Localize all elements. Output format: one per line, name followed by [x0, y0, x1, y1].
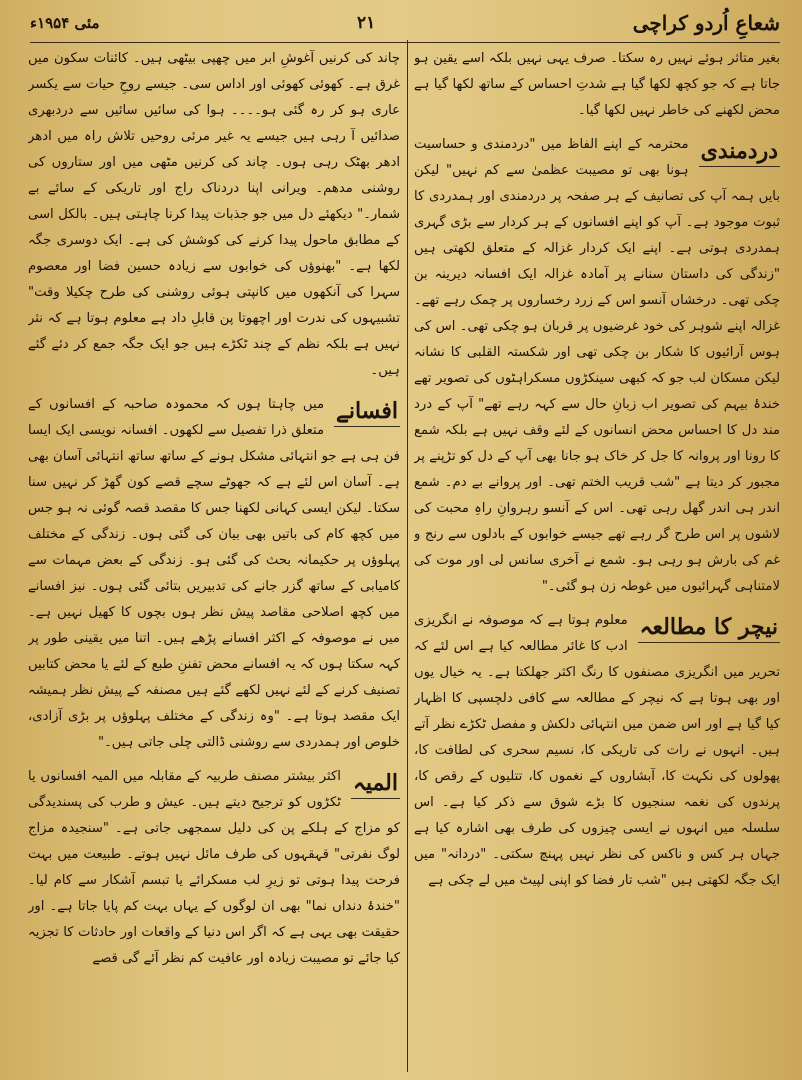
- column-divider: [407, 40, 408, 1072]
- nature-paragraph: معلوم ہوتا ہے کہ موصوفہ نے انگریزی ادب کا غائر مطالعہ کیا ہے اس لئے کہ تحریر میں انگریزی مصنفوں کا رنگ اکثر جھلکتا ہے۔ یہ خیال یوں اور بھی ہوتا ہے کہ نیچر کے مطالعہ سے کافی دلچسپی کا اظہار کیا گیا ہے اور اس ضمن میں انتہائی دلکش و مفصل ٹکڑے نظر آتے ہیں۔ انہوں نے رات کی تاریکی کا، نسیم سحری کی لطافت کا، پھولوں کی نکہت کا، آبشاروں کے نغموں کا، تتلیوں کے رقص کا، پرندوں کی نغمہ سنجیوں کا بڑے شوق سے ذکر کیا ہے۔ اس سلسلہ میں انہوں نے ایسی چیزوں کی طرف بھی اشارہ کیا ہے جہاں ہر کس و ناکس کی نظر نہیں پہنچ سکتی۔ "دردانہ" میں ایک جگہ لکھتی ہیں "شب تار فضا کو اپنی لپیٹ میں لے چکی ہے: [414, 613, 780, 888]
- heading-nature-study: نیچر کا مطالعہ: [638, 612, 780, 643]
- right-column: [414, 46, 780, 1074]
- intro-paragraph: بغیر متاثر ہوئے نہیں رہ سکتا۔ صرف یہی نہیں بلکہ اسے یقین ہو جاتا ہے کہ جو کچھ لکھا گیا ہے شدتِ احساس کے ساتھ لکھا گیا ہے محض لکھنے کی خاطر نہیں لکھا گیا۔: [414, 51, 780, 118]
- magazine-title: شعاعِ اُردو کراچی: [632, 11, 780, 35]
- dardmandi-paragraph: محترمہ کے اپنے الفاظ میں "دردمندی و حساسیت ہونا بھی تو مصیبت عظمیٰ سے کم نہیں" لیکن بایں ہمہ آپ کی تصانیف کے ہر صفحہ پر دردمندی اور ہمدردی کا ثبوت موجود ہے۔ آپ کو اپنے افسانوں کے ہر کردار سے بڑی گہری ہمدردی ہوتی ہے۔ اپنے ایک کردار غزالہ کے متعلق لکھتی ہیں "زندگی کی داستان سنانے پر آمادہ غزالہ ایک افسانہ دیرینہ بن چکی تھی۔ درخشاں آنسو اس کے زرد رخساروں پر چمک رہے تھے۔ غزالہ اپنے شوہر کی خود غرضیوں پر قربان ہو چکی تھی۔ اس کی ہوس آرائیوں کا شکار بن چکی تھی اور شکستہ القلبی کا نشانہ لیکن مسکان لب جو کہ کبھی سینکڑوں مسکراہٹوں کی تصویر تھے خندۂ بیہم کی تصویر اب زبانِ حال سے کہہ رہے تھے" آپ کے درد مند دل کا احساس محض انسانوں کے لئے وقف نہیں ہے بلکہ شمع کا رونا اور پروانہ کا جل کر خاک ہو جانا بھی آپ کے دل کو تڑپنے پر مجبور کر دیتا ہے "شب قریب الختم تھی۔ اور پروانے بے دم۔ شمع اندر ہی اندر گھل رہی تھی۔ اس کے آنسو رہروانِ راہِ محبت کی لاشوں پر اس طرح گر رہے تھے جیسے خوابوں کے بادلوں سے رنج و غم کی بارش ہو رہی ہو۔ شمع نے آخری سانس لی اور موت کی لامتناہی گہرائیوں میں غوطہ زن ہو گئی۔": [414, 137, 780, 594]
- almia-paragraph: اکثر بیشتر مصنف طربیہ کے مقابلہ میں المیہ افسانوں یا ٹکڑوں کو ترجیح دیتے ہیں۔ عیش و طرب کی پسندیدگی کو مزاج کے ہلکے پن کی دلیل سمجھی جاتی ہے۔ "سنجیدہ مزاج لوگ نفرتی" قہقہوں کی طرف مائل نہیں ہوتے۔ طبیعت میں بہت فرحت پیدا ہوتی تو زیرِ لب مسکرائے یا تبسم آشکار سے کام لیا۔ "خندۂ دنداں نما" بھی ان لوگوں کے یہاں بہت کم پایا جاتا ہے۔ اور حقیقت بھی یہی ہے کہ اگر اس دنیا کے واقعات اور حادثات کا تجزیہ کیا جائے تو مصیبت زیادہ اور عافیت کم نظر آئے گی قصے: [28, 769, 400, 966]
- heading-almia: المیہ: [351, 768, 400, 799]
- afsane-paragraph: میں چاہتا ہوں کہ محمودہ صاحبہ کے افسانوں کے متعلق ذرا تفصیل سے لکھوں۔ افسانہ نویسی ایک ایسا فن ہی ہے جو انتہائی مشکل ہونے کے ساتھ ساتھ انتہائی آسان بھی ہے۔ آسان اس لئے ہے کہ جھوٹے سچے قصے کون گھڑ کر نہیں سنا سکتا۔ لیکن ایسی کہانی لکھنا جس کا مقصد قصہ گوئی نہ ہو جس میں کچھ کام کی باتیں بھی بیان کی گئی ہوں۔ زندگی کے مختلف پہلوؤں پر حکیمانہ بحث کی گئی ہو۔ زندگی کے بعض مہمات سے کامیابی کے ساتھ گزر جانے کی تدبیریں بتائی گئی ہوں۔ نیز افسانے میں کچھ اصلاحی مقاصد پیش نظر ہوں بچوں کا کھیل نہیں ہے۔ میں نے موصوفہ کے اکثر افسانے پڑھے ہیں۔ اتنا میں یقینی طور پر کہہ سکتا ہوں کہ یہ افسانے محض تفننِ طبع کے لئے یا محض کتابیں تصنیف کرنے کے لئے نہیں لکھے گئے ہیں مصنفہ کے پیش نظر ہمیشہ ایک مقصد ہوتا ہے۔ "وہ زندگی کے مختلف پہلوؤں پر بڑی آزادی، خلوص اور ہمدردی سے روشنی ڈالتی چلی جاتی ہیں۔": [28, 397, 400, 750]
- page-header: [30, 4, 780, 43]
- heading-afsane: افسانے: [334, 396, 400, 427]
- issue-date: مئی ۱۹۵۴ء: [30, 14, 100, 32]
- heading-dardmandi: دردمندی: [699, 136, 780, 167]
- moon-paragraph: چاند کی کرنیں آغوشِ ابر میں چھپی بیٹھی ہیں۔ کائنات سکون میں غرق ہے۔ کھوئی کھوئی اور اداس سی۔ جیسے روحِ حیات سے یکسر عاری ہو کر رہ گئی ہو۔۔۔۔ ہوا کی سائیں سائیں سے دردبھری صدائیں آ رہی ہیں جیسے یہ غیر مرئی روحیں تلاش راہ میں ادھر ادھر بھٹک رہی ہوں۔ چاند کی کرنیں مٹھی میں اور ستاروں کی روشنی مدھم۔ ویرانی اپنا دردناک راج اور تاریکی کے سائے بے شمار۔" دیکھئے دل میں جو جذبات پیدا کرنا چاہتی ہیں۔ بالکل اسی کے مطابق ماحول پیدا کرنے کی کوشش کی ہے۔ ایک دوسری جگہ لکھا ہے۔ "بھنوؤں کی خوابوں سے زیادہ حسین فضا اور معصوم سہرا کی آنکھوں میں کانپتی ہوئی روشنی کی طرح چکیلا وقت" تشبیہوں کی ندرت اور اچھوتا پن قابلِ داد ہے معلوم ہوتا ہے کہ نثر نہیں ہے بلکہ نظم کے چند ٹکڑے ہیں جو ایک جگہ جمع کر دئے گئے ہیں۔: [28, 51, 400, 378]
- page-number: ۲۱: [357, 13, 376, 33]
- left-column: [28, 46, 400, 1074]
